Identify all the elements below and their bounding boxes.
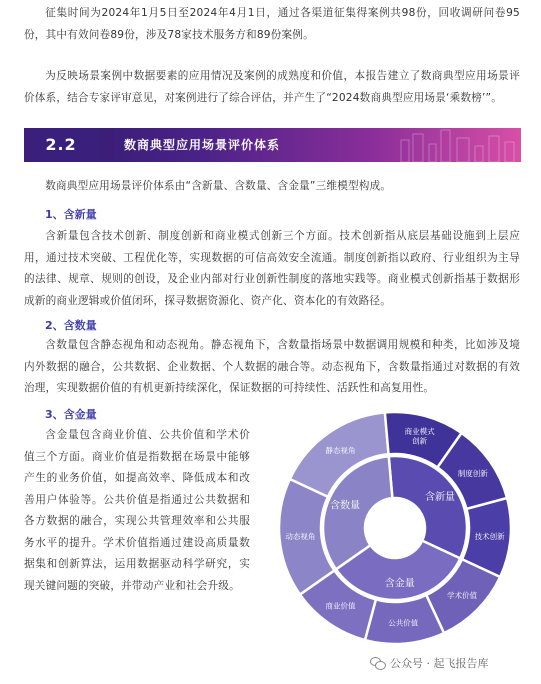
overview-text: 数商典型应用场景评价体系由“含新量、含数量、含金量”三维模型构成。: [45, 180, 392, 192]
inner-label-0: 含新量: [425, 491, 456, 503]
outer-label-1: 学术价值: [447, 590, 478, 600]
heading-hanxinliang: 1、含新量: [45, 208, 97, 221]
three-dimension-sunburst-chart: [275, 408, 515, 648]
intro-paragraph-1: 征集时间为2024年1月5日至2024年4月1日，通过各渠道征集得案例共98份，回收调研问卷95份，其中有效问卷89份，涉及78家技术服务方和89份案例。: [24, 7, 520, 41]
outer-label-7: 制度创新: [457, 469, 488, 479]
paragraph-hanshuliang: 含数量包含静态视角和动态视角。静态视角下，含数量指场景中数据调用规模和种类，比如涉及境内外数据的融合，公共数据、企业数据、个人数据的融合等。动态视角下，含数量指通过对数据的有效治理，实现数据价值的有机更新持续深化，保证数据的可持续性、活跃性和高复用性。: [24, 339, 520, 394]
inner-label-2: 含数量: [330, 500, 361, 512]
outer-label-5: 静态视角: [325, 445, 356, 455]
intro-paragraph-2: 为反映场景案例中数据要素的应用情况及案例的成熟度和价值，本报告建立了数商典型应用场景评价体系，结合专家评审意见，对案例进行了综合评估，并产生了“2024数商典型应用场景‘乘数榜’”。: [24, 70, 520, 104]
paragraph-hanjinliang: 含金量包含商业价值、公共价值和学术价值三个方面。商业价值是指数据在场景中能够产生的业务价值，如提高效率、降低成本和改善用户体验等。公共价值是指通过公共数据和各方数据的融合，实现公共管理效率和公共服务水平的提升。学术价值指通过建设高质量数据集和创新算法，运用数据驱动科学研究，实现关键问题的突破，并带动产业和社会升级。: [24, 429, 250, 592]
section-number: 2.2: [24, 128, 98, 162]
heading-hanjinliang: 3、含金量: [45, 408, 97, 421]
outer-label-3: 商业价值: [325, 601, 356, 611]
paragraph-hanxinliang: 含新量包含技术创新、制度创新和商业模式创新三个方面。技术创新指从底层基础设施到上层应用，通过技术突破、工程优化等，实现数据的可信高效安全流通。制度创新指以政府、行业组织为主导的法律、规章、规则的创设，及企业内部对行业创新性制度的落地实践等。商业模式创新指基于数据形成新的商业逻辑或价值闭环，探寻数据资源化、资产化、资本化的有效路径。: [24, 230, 520, 307]
outer-label-4: 动态视角: [285, 531, 316, 541]
outer-label-0: 技术创新: [474, 531, 505, 541]
footer-watermark: [370, 655, 489, 671]
outer-label-6: 商业模式创新: [404, 426, 435, 446]
wechat-icon: [370, 656, 386, 670]
section-banner: [24, 128, 521, 162]
heading-hanshuliang: 2、含数量: [45, 319, 97, 332]
section-title: 数商典型应用场景评价体系: [124, 138, 281, 152]
outer-label-2: 公共价值: [388, 618, 419, 628]
inner-label-1: 含金量: [384, 578, 415, 590]
banner-city-decoration: [381, 128, 521, 162]
footer-label: 公众号 · 起飞报告库: [390, 657, 489, 670]
